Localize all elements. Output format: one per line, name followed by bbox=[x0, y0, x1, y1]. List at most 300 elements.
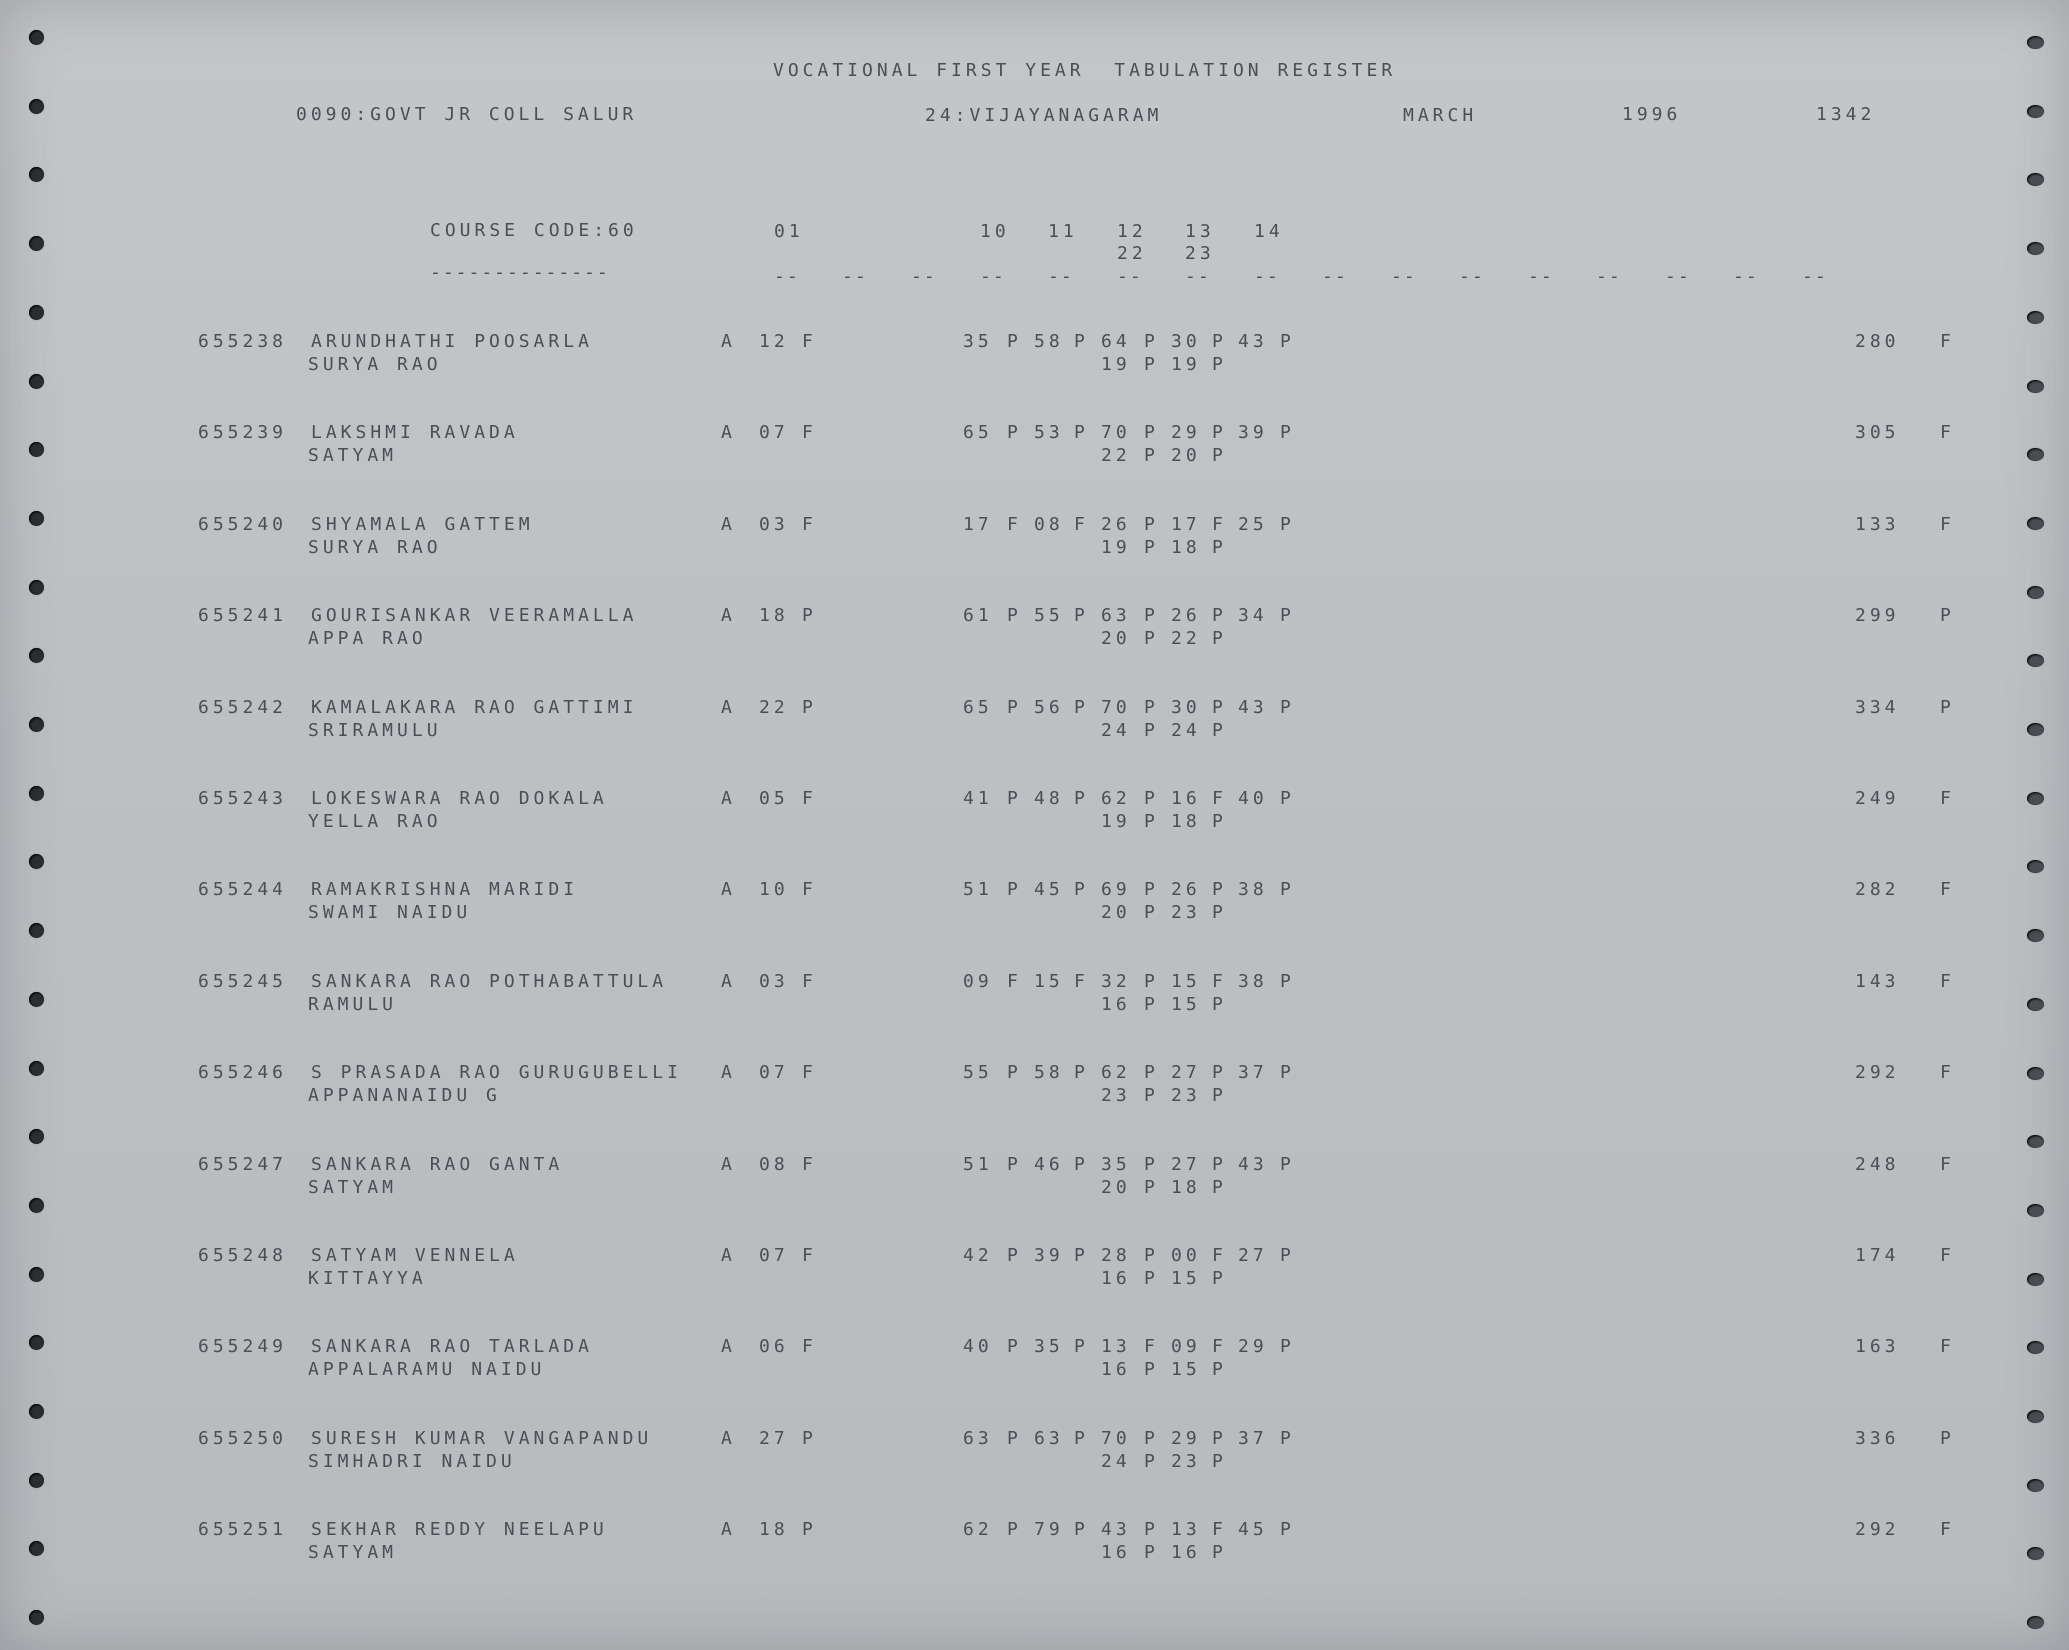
record-m01: 12 bbox=[759, 331, 789, 352]
column-dash: -- bbox=[1733, 266, 1759, 287]
record-m13: 13 bbox=[1171, 1519, 1201, 1541]
record-r13: F bbox=[1212, 788, 1227, 809]
record-m01: 08 bbox=[759, 1153, 789, 1175]
sprocket-hole bbox=[29, 1404, 44, 1419]
record-r12: P bbox=[1144, 331, 1159, 352]
record-m14: 39 bbox=[1238, 422, 1268, 444]
record-m23: 19 bbox=[1171, 354, 1201, 375]
record-r13: P bbox=[1212, 1062, 1227, 1084]
sprocket-hole bbox=[29, 236, 44, 251]
record-name: LAKSHMI RAVADA bbox=[311, 422, 519, 444]
record-roll: 655239 bbox=[198, 422, 288, 444]
record-m12: 35 bbox=[1101, 1153, 1131, 1175]
column-14: 14 bbox=[1254, 221, 1284, 242]
record-m23: 24 bbox=[1171, 719, 1201, 741]
record-m23: 23 bbox=[1171, 1450, 1201, 1472]
record-m23: 16 bbox=[1171, 1542, 1201, 1564]
record-grade: A bbox=[721, 1519, 736, 1541]
course-code-label: COURSE CODE:60 bbox=[430, 220, 638, 241]
sprocket-hole bbox=[29, 167, 44, 182]
record-name: SANKARA RAO GANTA bbox=[311, 1153, 564, 1175]
student-record-row bbox=[0, 1521, 2069, 1581]
column-dash: -- bbox=[1391, 266, 1417, 287]
record-roll: 655244 bbox=[198, 879, 288, 901]
record-m01: 05 bbox=[759, 788, 789, 809]
record-r10: P bbox=[1007, 879, 1022, 901]
record-grade: A bbox=[721, 513, 736, 535]
college-code: 0090:GOVT JR COLL SALUR bbox=[296, 104, 638, 125]
record-m12: 70 bbox=[1101, 1427, 1131, 1449]
record-m01: 07 bbox=[759, 1062, 789, 1084]
record-m22: 23 bbox=[1101, 1085, 1131, 1107]
column-dash: -- bbox=[1322, 266, 1348, 287]
record-r10: P bbox=[1007, 422, 1022, 444]
record-r14: P bbox=[1280, 696, 1295, 718]
record-r22: P bbox=[1144, 354, 1159, 375]
record-m13: 16 bbox=[1171, 788, 1201, 809]
record-r01: F bbox=[802, 788, 817, 809]
record-roll: 655248 bbox=[198, 1245, 288, 1266]
record-m01: 03 bbox=[759, 513, 789, 535]
sprocket-hole bbox=[29, 1129, 44, 1144]
exam-month: MARCH bbox=[1403, 105, 1478, 126]
record-m13: 26 bbox=[1171, 605, 1201, 627]
record-r13: F bbox=[1212, 1519, 1227, 1541]
record-m12: 26 bbox=[1101, 513, 1131, 535]
student-record-row bbox=[0, 607, 2069, 667]
record-m13: 26 bbox=[1171, 879, 1201, 901]
record-m13: 27 bbox=[1171, 1153, 1201, 1175]
column-dash: -- bbox=[1254, 266, 1280, 287]
record-r14: P bbox=[1280, 879, 1295, 901]
record-name: SEKHAR REDDY NEELAPU bbox=[311, 1519, 608, 1541]
record-father: SWAMI NAIDU bbox=[308, 902, 472, 924]
record-r14: P bbox=[1280, 1427, 1295, 1449]
sprocket-hole bbox=[2027, 242, 2044, 255]
record-m10: 65 bbox=[963, 696, 993, 718]
record-r12: P bbox=[1144, 970, 1159, 992]
record-r23: P bbox=[1212, 536, 1227, 558]
record-m23: 15 bbox=[1171, 1268, 1201, 1289]
record-total: 163 bbox=[1855, 1336, 1900, 1358]
record-m22: 20 bbox=[1101, 1176, 1131, 1198]
record-r22: P bbox=[1144, 536, 1159, 558]
record-r11: P bbox=[1074, 788, 1089, 809]
record-r13: P bbox=[1212, 331, 1227, 352]
record-r10: P bbox=[1007, 788, 1022, 809]
record-name: SHYAMALA GATTEM bbox=[311, 513, 534, 535]
record-m11: 58 bbox=[1034, 1062, 1064, 1084]
student-record-row bbox=[0, 970, 2069, 1033]
record-roll: 655241 bbox=[198, 605, 288, 627]
record-father: SURYA RAO bbox=[308, 536, 442, 558]
record-r23: P bbox=[1212, 719, 1227, 741]
record-r10: P bbox=[1007, 1062, 1022, 1084]
record-total: 282 bbox=[1855, 879, 1900, 901]
record-father: SRIRAMULU bbox=[308, 719, 442, 741]
record-m11: 53 bbox=[1034, 422, 1064, 444]
column-dash: -- bbox=[774, 266, 800, 287]
record-r01: F bbox=[802, 331, 817, 352]
record-m12: 62 bbox=[1101, 788, 1131, 809]
student-record-row bbox=[0, 696, 2069, 759]
record-grade: A bbox=[721, 1153, 736, 1175]
record-m23: 18 bbox=[1171, 811, 1201, 832]
record-father: APPALARAMU NAIDU bbox=[308, 1359, 546, 1381]
record-r01: F bbox=[802, 1062, 817, 1084]
record-m13: 17 bbox=[1171, 513, 1201, 535]
record-result: F bbox=[1940, 1153, 1955, 1175]
record-result: P bbox=[1940, 605, 1955, 627]
record-r22: P bbox=[1144, 1085, 1159, 1107]
record-r13: P bbox=[1212, 605, 1227, 627]
record-r01: P bbox=[802, 1427, 817, 1449]
record-m14: 40 bbox=[1238, 788, 1268, 809]
record-m11: 63 bbox=[1034, 1427, 1064, 1449]
record-m10: 51 bbox=[963, 879, 993, 901]
record-m14: 37 bbox=[1238, 1427, 1268, 1449]
record-name: SANKARA RAO POTHABATTULA bbox=[311, 970, 668, 992]
record-name: LOKESWARA RAO DOKALA bbox=[311, 788, 608, 809]
record-r14: P bbox=[1280, 605, 1295, 627]
record-roll: 655247 bbox=[198, 1153, 288, 1175]
record-r10: P bbox=[1007, 1519, 1022, 1541]
record-r22: P bbox=[1144, 811, 1159, 832]
record-r01: F bbox=[802, 422, 817, 444]
record-r10: F bbox=[1007, 970, 1022, 992]
record-m10: 40 bbox=[963, 1336, 993, 1358]
record-r14: P bbox=[1280, 970, 1295, 992]
record-m11: 46 bbox=[1034, 1153, 1064, 1175]
record-m22: 19 bbox=[1101, 354, 1131, 375]
record-r10: P bbox=[1007, 605, 1022, 627]
record-name: S PRASADA RAO GURUGUBELLI bbox=[311, 1062, 682, 1084]
record-result: F bbox=[1940, 1245, 1955, 1266]
record-r11: P bbox=[1074, 696, 1089, 718]
record-m12: 32 bbox=[1101, 970, 1131, 992]
record-r01: P bbox=[802, 696, 817, 718]
record-m12: 43 bbox=[1101, 1519, 1131, 1541]
record-name: ARUNDHATHI POOSARLA bbox=[311, 331, 593, 352]
record-name: SATYAM VENNELA bbox=[311, 1245, 519, 1266]
record-r12: F bbox=[1144, 1336, 1159, 1358]
record-r11: P bbox=[1074, 422, 1089, 444]
record-m01: 03 bbox=[759, 970, 789, 992]
record-m22: 20 bbox=[1101, 902, 1131, 924]
record-r11: P bbox=[1074, 1245, 1089, 1266]
sprocket-hole bbox=[29, 854, 44, 869]
column-22: 22 bbox=[1117, 243, 1147, 264]
sprocket-hole bbox=[29, 580, 44, 595]
record-grade: A bbox=[721, 879, 736, 901]
record-total: 143 bbox=[1855, 970, 1900, 992]
record-father: KITTAYYA bbox=[308, 1268, 427, 1289]
record-r01: F bbox=[802, 1336, 817, 1358]
sprocket-hole bbox=[29, 99, 44, 114]
record-r01: F bbox=[802, 1245, 817, 1266]
record-grade: A bbox=[721, 1245, 736, 1266]
record-total: 174 bbox=[1855, 1245, 1900, 1266]
record-r10: P bbox=[1007, 1245, 1022, 1266]
record-grade: A bbox=[721, 970, 736, 992]
record-m14: 38 bbox=[1238, 970, 1268, 992]
record-r12: P bbox=[1144, 1245, 1159, 1266]
sprocket-hole bbox=[29, 30, 44, 45]
record-r01: F bbox=[802, 879, 817, 901]
record-m01: 22 bbox=[759, 696, 789, 718]
record-m01: 07 bbox=[759, 1245, 789, 1266]
column-11: 11 bbox=[1048, 221, 1078, 242]
record-m14: 29 bbox=[1238, 1336, 1268, 1358]
course-code-underline: -------------- bbox=[430, 262, 610, 283]
record-r22: P bbox=[1144, 993, 1159, 1015]
record-r23: P bbox=[1212, 445, 1227, 467]
record-r13: F bbox=[1212, 1336, 1227, 1358]
record-r13: P bbox=[1212, 696, 1227, 718]
record-r11: P bbox=[1074, 879, 1089, 901]
record-r14: P bbox=[1280, 513, 1295, 535]
record-m13: 09 bbox=[1171, 1336, 1201, 1358]
column-10: 10 bbox=[980, 221, 1010, 242]
record-r12: P bbox=[1144, 879, 1159, 901]
student-record-row bbox=[0, 790, 2069, 850]
record-r23: P bbox=[1212, 354, 1227, 375]
record-total: 334 bbox=[1855, 696, 1900, 718]
record-m14: 43 bbox=[1238, 331, 1268, 352]
record-m14: 43 bbox=[1238, 696, 1268, 718]
record-m13: 29 bbox=[1171, 1427, 1201, 1449]
record-r14: P bbox=[1280, 1245, 1295, 1266]
record-grade: A bbox=[721, 788, 736, 809]
record-m13: 00 bbox=[1171, 1245, 1201, 1266]
record-m01: 06 bbox=[759, 1336, 789, 1358]
record-result: F bbox=[1940, 788, 1955, 809]
record-m13: 27 bbox=[1171, 1062, 1201, 1084]
record-roll: 655245 bbox=[198, 970, 288, 992]
record-total: 133 bbox=[1855, 513, 1900, 535]
record-roll: 655249 bbox=[198, 1336, 288, 1358]
record-r23: P bbox=[1212, 1085, 1227, 1107]
record-roll: 655246 bbox=[198, 1062, 288, 1084]
record-r13: F bbox=[1212, 970, 1227, 992]
record-r23: P bbox=[1212, 902, 1227, 924]
record-name: SANKARA RAO TARLADA bbox=[311, 1336, 593, 1358]
record-m11: 48 bbox=[1034, 788, 1064, 809]
record-m01: 18 bbox=[759, 605, 789, 627]
record-r22: P bbox=[1144, 1450, 1159, 1472]
record-r10: P bbox=[1007, 696, 1022, 718]
record-r12: P bbox=[1144, 513, 1159, 535]
record-r11: P bbox=[1074, 1336, 1089, 1358]
record-m13: 29 bbox=[1171, 422, 1201, 444]
record-r23: P bbox=[1212, 993, 1227, 1015]
record-result: F bbox=[1940, 513, 1955, 535]
record-m22: 19 bbox=[1101, 536, 1131, 558]
record-m23: 22 bbox=[1171, 628, 1201, 650]
record-r22: P bbox=[1144, 1268, 1159, 1289]
record-r22: P bbox=[1144, 628, 1159, 650]
record-r11: P bbox=[1074, 1427, 1089, 1449]
record-r01: P bbox=[802, 1519, 817, 1541]
record-total: 292 bbox=[1855, 1519, 1900, 1541]
record-m23: 23 bbox=[1171, 1085, 1201, 1107]
record-grade: A bbox=[721, 696, 736, 718]
record-r12: P bbox=[1144, 422, 1159, 444]
student-record-row bbox=[0, 424, 2069, 484]
record-r23: P bbox=[1212, 628, 1227, 650]
record-r11: P bbox=[1074, 1062, 1089, 1084]
student-record-row bbox=[0, 881, 2069, 941]
student-record-row bbox=[0, 1153, 2069, 1216]
sprocket-hole bbox=[29, 305, 44, 320]
record-r10: P bbox=[1007, 1336, 1022, 1358]
record-r14: P bbox=[1280, 422, 1295, 444]
record-m10: 65 bbox=[963, 422, 993, 444]
record-result: F bbox=[1940, 331, 1955, 352]
record-m22: 16 bbox=[1101, 1268, 1131, 1289]
record-result: F bbox=[1940, 970, 1955, 992]
record-father: SURYA RAO bbox=[308, 354, 442, 375]
record-r12: P bbox=[1144, 605, 1159, 627]
record-m14: 38 bbox=[1238, 879, 1268, 901]
record-roll: 655238 bbox=[198, 331, 288, 352]
column-dash: -- bbox=[1596, 266, 1622, 287]
record-r12: P bbox=[1144, 696, 1159, 718]
record-m10: 61 bbox=[963, 605, 993, 627]
record-m23: 18 bbox=[1171, 536, 1201, 558]
record-r13: P bbox=[1212, 1153, 1227, 1175]
record-m12: 70 bbox=[1101, 422, 1131, 444]
record-r22: P bbox=[1144, 445, 1159, 467]
record-m01: 10 bbox=[759, 879, 789, 901]
record-r11: F bbox=[1074, 970, 1089, 992]
record-total: 336 bbox=[1855, 1427, 1900, 1449]
record-r10: P bbox=[1007, 1153, 1022, 1175]
column-dash: -- bbox=[1185, 266, 1211, 287]
record-total: 299 bbox=[1855, 605, 1900, 627]
record-m10: 62 bbox=[963, 1519, 993, 1541]
sprocket-hole bbox=[2027, 105, 2044, 118]
record-m11: 08 bbox=[1034, 513, 1064, 535]
record-r14: P bbox=[1280, 1519, 1295, 1541]
record-result: F bbox=[1940, 1519, 1955, 1541]
column-dash: -- bbox=[911, 266, 937, 287]
sprocket-hole bbox=[2027, 311, 2044, 324]
record-m23: 15 bbox=[1171, 993, 1201, 1015]
record-r12: P bbox=[1144, 1062, 1159, 1084]
student-record-row bbox=[0, 1427, 2069, 1490]
sprocket-hole bbox=[29, 1610, 44, 1625]
sprocket-hole bbox=[2027, 173, 2044, 186]
record-m22: 22 bbox=[1101, 445, 1131, 467]
record-m22: 19 bbox=[1101, 811, 1131, 832]
record-name: KAMALAKARA RAO GATTIMI bbox=[311, 696, 638, 718]
record-grade: A bbox=[721, 1336, 736, 1358]
sprocket-hole bbox=[2027, 860, 2044, 873]
record-m23: 15 bbox=[1171, 1359, 1201, 1381]
record-father: SATYAM bbox=[308, 445, 398, 467]
record-roll: 655243 bbox=[198, 788, 288, 809]
sprocket-hole bbox=[2027, 1616, 2044, 1629]
record-m23: 20 bbox=[1171, 445, 1201, 467]
record-r12: P bbox=[1144, 1519, 1159, 1541]
record-m10: 51 bbox=[963, 1153, 993, 1175]
record-m11: 56 bbox=[1034, 696, 1064, 718]
sprocket-hole bbox=[2027, 586, 2044, 599]
record-m10: 09 bbox=[963, 970, 993, 992]
record-father: SATYAM bbox=[308, 1542, 398, 1564]
record-result: P bbox=[1940, 696, 1955, 718]
record-m23: 18 bbox=[1171, 1176, 1201, 1198]
record-r01: F bbox=[802, 970, 817, 992]
record-roll: 655240 bbox=[198, 513, 288, 535]
column-dash: -- bbox=[1048, 266, 1074, 287]
column-01: 01 bbox=[774, 221, 804, 242]
record-r11: F bbox=[1074, 513, 1089, 535]
record-r14: P bbox=[1280, 788, 1295, 809]
record-m11: 35 bbox=[1034, 1336, 1064, 1358]
district-code: 24:VIJAYANAGARAM bbox=[925, 105, 1163, 126]
student-record-row bbox=[0, 1064, 2069, 1124]
column-dash: -- bbox=[1117, 266, 1143, 287]
record-m11: 79 bbox=[1034, 1519, 1064, 1541]
record-m11: 55 bbox=[1034, 605, 1064, 627]
record-roll: 655242 bbox=[198, 696, 288, 718]
record-r23: P bbox=[1212, 1268, 1227, 1289]
column-12: 12 bbox=[1117, 221, 1147, 242]
record-r10: P bbox=[1007, 331, 1022, 352]
record-r23: P bbox=[1212, 1450, 1227, 1472]
record-r13: P bbox=[1212, 1427, 1227, 1449]
record-roll: 655250 bbox=[198, 1427, 288, 1449]
record-result: F bbox=[1940, 1062, 1955, 1084]
record-father: SIMHADRI NAIDU bbox=[308, 1450, 516, 1472]
record-grade: A bbox=[721, 1062, 736, 1084]
page-number: 1342 bbox=[1816, 104, 1876, 125]
record-m22: 20 bbox=[1101, 628, 1131, 650]
column-dash: -- bbox=[842, 266, 868, 287]
record-m01: 07 bbox=[759, 422, 789, 444]
record-r22: P bbox=[1144, 1542, 1159, 1564]
record-m11: 15 bbox=[1034, 970, 1064, 992]
column-dash: -- bbox=[1802, 266, 1828, 287]
register-title: VOCATIONAL FIRST YEAR TABULATION REGISTER bbox=[773, 60, 1397, 81]
record-grade: A bbox=[721, 422, 736, 444]
record-r01: F bbox=[802, 1153, 817, 1175]
column-dash: -- bbox=[1665, 266, 1691, 287]
record-r01: P bbox=[802, 605, 817, 627]
record-r23: P bbox=[1212, 1359, 1227, 1381]
record-m10: 35 bbox=[963, 331, 993, 352]
record-r13: F bbox=[1212, 1245, 1227, 1266]
record-m01: 18 bbox=[759, 1519, 789, 1541]
record-r23: P bbox=[1212, 811, 1227, 832]
record-grade: A bbox=[721, 1427, 736, 1449]
student-record-row bbox=[0, 513, 2069, 576]
column-dash: -- bbox=[980, 266, 1006, 287]
record-r11: P bbox=[1074, 1153, 1089, 1175]
record-m22: 16 bbox=[1101, 1542, 1131, 1564]
record-m12: 64 bbox=[1101, 331, 1131, 352]
record-m14: 45 bbox=[1238, 1519, 1268, 1541]
record-r22: P bbox=[1144, 1176, 1159, 1198]
record-m10: 42 bbox=[963, 1245, 993, 1266]
record-father: SATYAM bbox=[308, 1176, 398, 1198]
record-r13: P bbox=[1212, 879, 1227, 901]
record-m01: 27 bbox=[759, 1427, 789, 1449]
sprocket-hole bbox=[2027, 36, 2044, 49]
exam-year: 1996 bbox=[1622, 104, 1682, 125]
